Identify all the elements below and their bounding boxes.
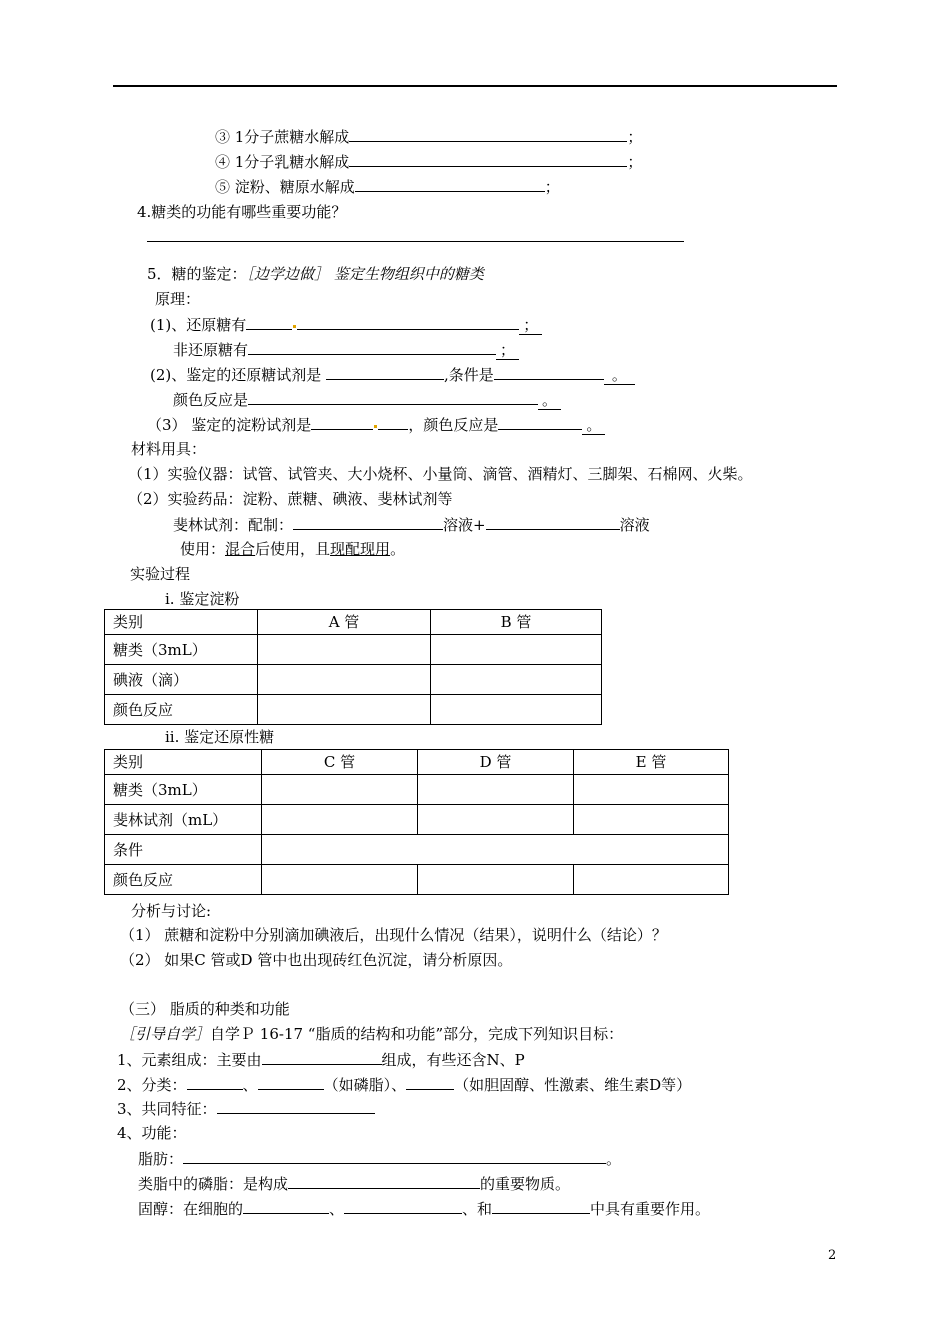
header-cell: 类别	[105, 750, 262, 775]
line-starch: ⑤ 淀粉、糖原水解成 ；	[215, 178, 560, 196]
blank[interactable]	[344, 1198, 462, 1214]
section-3-title: （三） 脂质的种类和功能	[120, 1000, 290, 1018]
blank[interactable]	[349, 151, 627, 167]
sterol-line: 固醇：在细胞的 、 、和 中具有重要作用。	[138, 1200, 711, 1218]
blank[interactable]	[349, 126, 627, 142]
cell[interactable]	[574, 865, 729, 895]
blank[interactable]	[486, 514, 620, 530]
fat-line: 脂肪： 。	[138, 1150, 622, 1168]
principle-1b: 非还原糖有 ；	[173, 339, 519, 360]
header-cell: B 管	[431, 610, 602, 635]
blank[interactable]	[262, 1049, 382, 1065]
table2-title: ii. 鉴定还原性糖	[165, 728, 275, 746]
header-cell: E 管	[574, 750, 729, 775]
cell[interactable]	[258, 695, 431, 725]
header-cell: D 管	[418, 750, 574, 775]
cell[interactable]	[418, 775, 574, 805]
fehling-prep: 斐林试剂：配制： 溶液+ 溶液	[173, 516, 650, 534]
blank[interactable]	[258, 1074, 324, 1090]
materials-label: 材料用具：	[131, 440, 207, 458]
blank[interactable]	[243, 1198, 329, 1214]
cell[interactable]	[431, 695, 602, 725]
blank[interactable]	[498, 414, 582, 430]
page-number: 2	[828, 1248, 837, 1263]
blank[interactable]	[494, 364, 604, 380]
header-cell: A 管	[258, 610, 431, 635]
principle-1: (1)、还原糖有 ；	[150, 314, 542, 335]
process-label: 实验过程	[130, 565, 191, 583]
header-cell: C 管	[262, 750, 418, 775]
materials-1: （1）实验仪器：试管、试管夹、大小烧杯、小量筒、滴管、酒精灯、三脚架、石棉网、火柴。	[128, 465, 753, 483]
row-label: 颜色反应	[105, 695, 258, 725]
principle-2b: 颜色反应是 。	[173, 389, 561, 410]
analysis-label: 分析与讨论:	[131, 902, 212, 920]
blank[interactable]	[378, 414, 408, 430]
cell[interactable]	[258, 635, 431, 665]
blank[interactable]	[293, 514, 443, 530]
cell[interactable]	[262, 865, 418, 895]
line-sucrose: ③ 1分子蔗糖水解成 ；	[215, 128, 643, 146]
blank[interactable]	[297, 314, 519, 330]
principle-label: 原理：	[155, 290, 201, 308]
blank[interactable]	[311, 414, 373, 430]
element-line: 1、元素组成：主要由 组成，有些还含N、P	[117, 1051, 525, 1069]
blank[interactable]	[187, 1074, 243, 1090]
principle-2: (2)、鉴定的还原糖试剂是 ,条件是 。	[150, 364, 635, 385]
classification-line: 2、分类： 、 （如磷脂）、 （如胆固醇、性激素、维生素D等）	[117, 1076, 692, 1094]
cell[interactable]	[431, 665, 602, 695]
blank[interactable]	[246, 314, 292, 330]
row-label: 斐林试剂（mL）	[105, 805, 262, 835]
cell[interactable]	[431, 635, 602, 665]
cell[interactable]	[574, 775, 729, 805]
blank[interactable]	[288, 1173, 480, 1189]
cell[interactable]	[258, 665, 431, 695]
blank[interactable]	[183, 1148, 606, 1164]
row-label: 糖类（3mL）	[105, 635, 258, 665]
common-feature-line: 3、共同特征：	[117, 1098, 375, 1119]
phospholipid-line: 类脂中的磷脂：是构成 的重要物质。	[138, 1175, 571, 1193]
row-label: 糖类（3mL）	[105, 775, 262, 805]
section-5-title: 5．糖的鉴定：［边学边做］ 鉴定生物组织中的糖类	[147, 265, 484, 283]
blank[interactable]	[355, 176, 545, 192]
row-label: 碘液（滴）	[105, 665, 258, 695]
cell[interactable]	[418, 805, 574, 835]
blank[interactable]	[248, 339, 496, 355]
row-label: 颜色反应	[105, 865, 262, 895]
blank[interactable]	[406, 1074, 454, 1090]
principle-3: （3） 鉴定的淀粉试剂是 ，颜色反应是 。	[147, 414, 605, 435]
guide-line: ［引导自学］自学Ｐ 16-17 “脂质的结构和功能”部分，完成下列知识目标：	[120, 1025, 624, 1043]
blank[interactable]	[326, 364, 444, 380]
table1-title: i. 鉴定淀粉	[165, 590, 240, 608]
blank[interactable]	[248, 389, 538, 405]
fehling-use: 使用：混合后使用，且现配现用。	[180, 540, 406, 558]
question-4: 4.糖类的功能有哪些重要功能？	[137, 203, 347, 221]
cell[interactable]	[418, 865, 574, 895]
starch-table	[104, 609, 602, 725]
reducing-sugar-table	[104, 749, 729, 895]
row-label: 条件	[105, 835, 262, 865]
answer-line[interactable]	[147, 241, 684, 242]
cell[interactable]	[262, 775, 418, 805]
analysis-2: （2） 如果C 管或D 管中也出现砖红色沉淀，请分析原因。	[120, 951, 513, 969]
cell[interactable]	[262, 835, 729, 865]
line-lactose: ④ 1分子乳糖水解成 ；	[215, 153, 643, 171]
cell[interactable]	[262, 805, 418, 835]
blank[interactable]	[492, 1198, 590, 1214]
header-rule	[113, 85, 837, 87]
blank[interactable]	[217, 1098, 375, 1114]
header-cell: 类别	[105, 610, 258, 635]
function-label: 4、功能：	[117, 1124, 187, 1142]
materials-2: （2）实验药品：淀粉、蔗糖、碘液、斐林试剂等	[128, 490, 453, 508]
analysis-1: （1） 蔗糖和淀粉中分别滴加碘液后，出现什么情况（结果），说明什么（结论）？	[120, 926, 667, 944]
cell[interactable]	[574, 805, 729, 835]
